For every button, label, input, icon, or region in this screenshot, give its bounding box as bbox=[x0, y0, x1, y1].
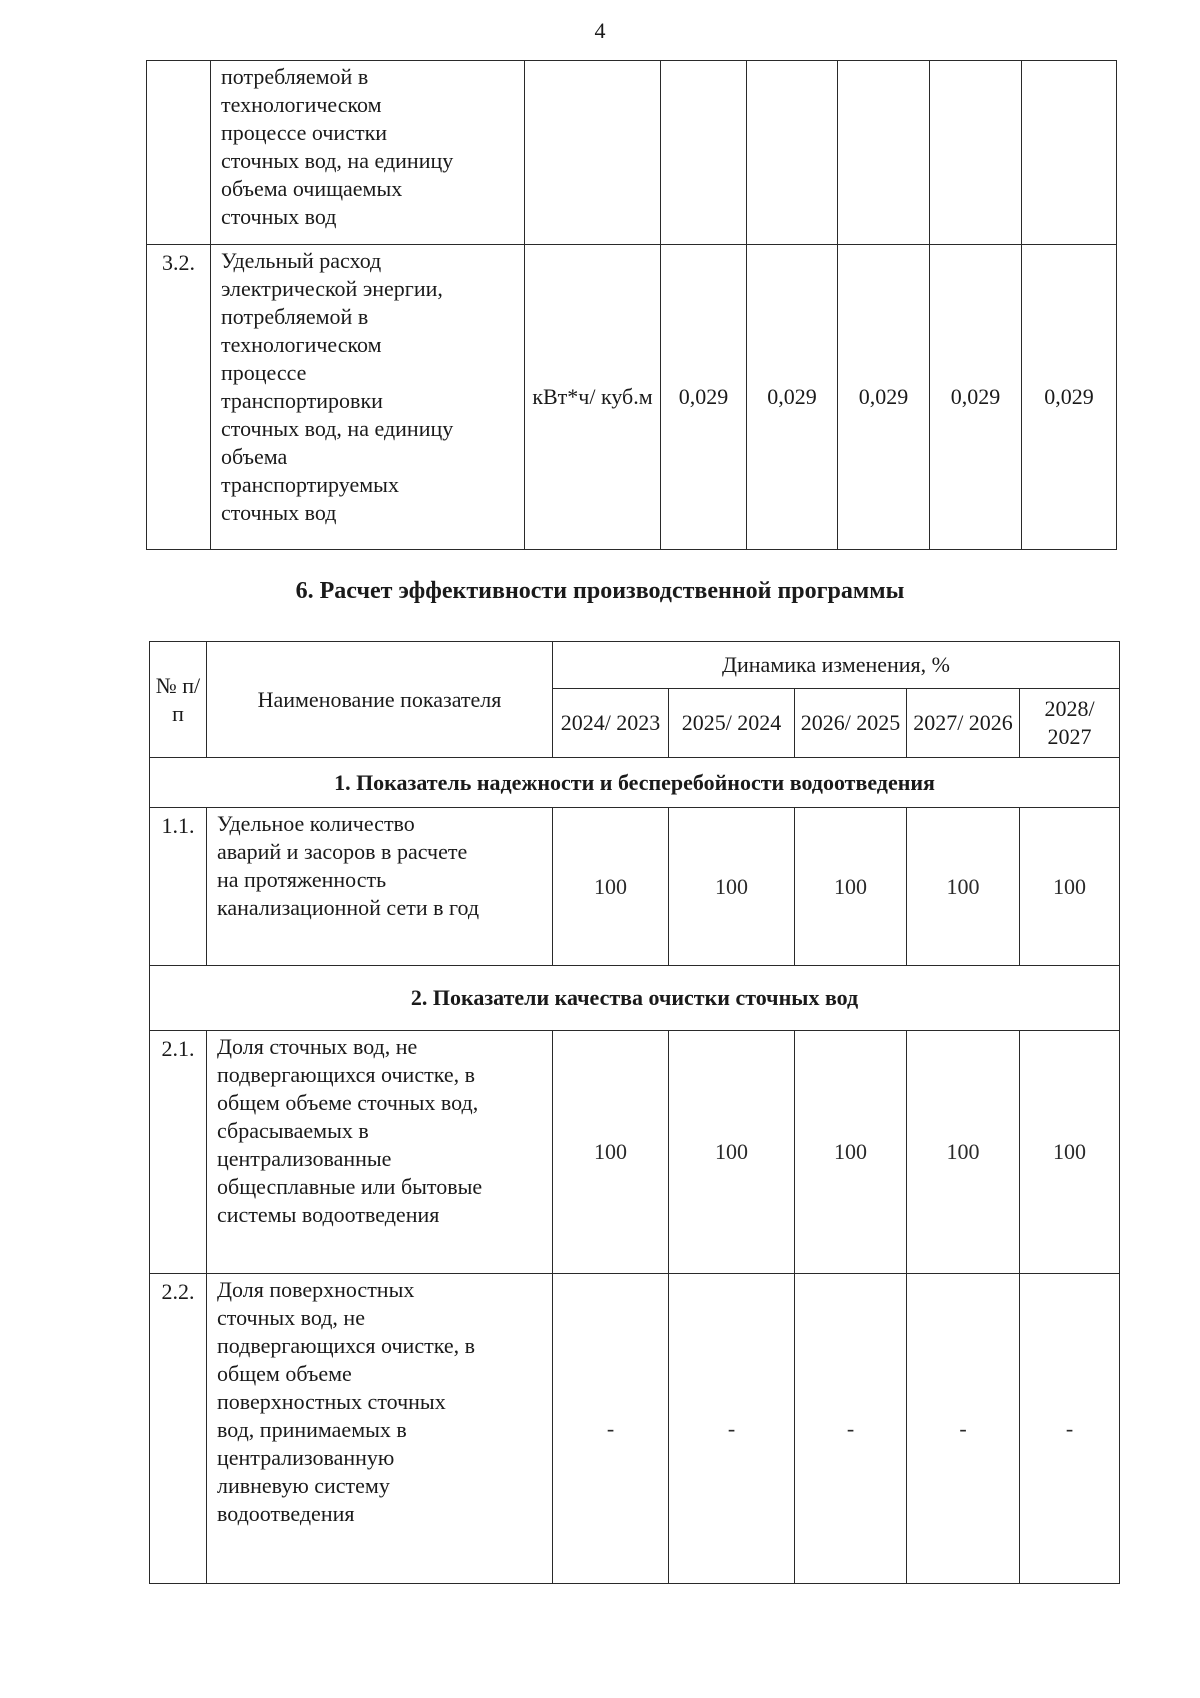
table-row bbox=[147, 245, 1117, 550]
name-line: процессе очистки bbox=[221, 120, 388, 145]
name-line: технологическом bbox=[221, 92, 382, 117]
efficiency-table bbox=[149, 641, 1120, 1584]
name-line: подвергающихся очистке, в bbox=[217, 1062, 475, 1087]
value-cell: - bbox=[669, 1274, 795, 1584]
indicator-name bbox=[207, 1274, 553, 1584]
value-cell: 100 bbox=[907, 1031, 1020, 1274]
section-heading: 6. Расчет эффективности производственной программы bbox=[295, 578, 905, 604]
value-cell: 100 bbox=[1020, 1031, 1120, 1274]
indicators-table-continued bbox=[146, 60, 1117, 550]
value-cell: 100 bbox=[669, 808, 795, 966]
name-line: объема очищаемых bbox=[221, 176, 403, 201]
table-row bbox=[150, 1031, 1120, 1274]
value-cell: 0,029 bbox=[838, 245, 930, 550]
name-line: Доля сточных вод, не bbox=[217, 1034, 418, 1059]
header-year: 2027/ 2026 bbox=[907, 689, 1020, 758]
row-number: 3.2. bbox=[147, 245, 211, 550]
name-line: транспортируемых bbox=[221, 472, 399, 497]
value-cell bbox=[930, 61, 1022, 245]
name-line: общем объеме bbox=[217, 1361, 352, 1386]
name-line: процессе bbox=[221, 360, 307, 385]
value-cell: 0,029 bbox=[930, 245, 1022, 550]
value-cell bbox=[747, 61, 838, 245]
row-number: 1.1. bbox=[150, 808, 207, 966]
name-line: Удельный расход bbox=[221, 248, 382, 273]
value-cell bbox=[661, 61, 747, 245]
value-cell: 100 bbox=[907, 808, 1020, 966]
name-line: технологическом bbox=[221, 332, 382, 357]
value-cell: 0,029 bbox=[661, 245, 747, 550]
value-cell: - bbox=[795, 1274, 907, 1584]
page-number: 4 bbox=[594, 18, 606, 43]
name-line: общесплавные или бытовые bbox=[217, 1174, 483, 1199]
value-cell: 100 bbox=[795, 1031, 907, 1274]
name-line: подвергающихся очистке, в bbox=[217, 1333, 475, 1358]
value-cell: 0,029 bbox=[1022, 245, 1117, 550]
row-number bbox=[147, 61, 211, 245]
section-title: 2. Показатели качества очистки сточных вод bbox=[150, 966, 1120, 1031]
header-row bbox=[150, 642, 1120, 689]
header-year: 2024/ 2023 bbox=[553, 689, 669, 758]
table-row bbox=[147, 61, 1117, 245]
name-line: сточных вод, на единицу bbox=[221, 416, 454, 441]
name-line: потребляемой в bbox=[221, 304, 369, 329]
value-cell: 0,029 bbox=[747, 245, 838, 550]
value-cell: 100 bbox=[795, 808, 907, 966]
table-row bbox=[150, 1274, 1120, 1584]
name-line: вод, принимаемых в bbox=[217, 1417, 407, 1442]
value-cell: 100 bbox=[669, 1031, 795, 1274]
value-cell: 100 bbox=[1020, 808, 1120, 966]
name-line: сточных вод bbox=[221, 204, 337, 229]
value-cell: - bbox=[1020, 1274, 1120, 1584]
value-cell bbox=[1022, 61, 1117, 245]
value-cell: - bbox=[553, 1274, 669, 1584]
value-cell: 100 bbox=[553, 1031, 669, 1274]
header-year: 2026/ 2025 bbox=[795, 689, 907, 758]
value-cell: 100 bbox=[553, 808, 669, 966]
name-line: на протяженность bbox=[217, 867, 387, 892]
name-line: транспортировки bbox=[221, 388, 383, 413]
header-num: № п/п bbox=[150, 642, 207, 758]
name-line: объема bbox=[221, 444, 288, 469]
name-line: поверхностных сточных bbox=[217, 1389, 446, 1414]
name-line: Доля поверхностных bbox=[217, 1277, 415, 1302]
name-line: сбрасываемых в bbox=[217, 1118, 369, 1143]
header-year: 2025/ 2024 bbox=[669, 689, 795, 758]
section-title: 1. Показатель надежности и бесперебойности водоотведения bbox=[150, 758, 1120, 808]
value-cell bbox=[838, 61, 930, 245]
name-line: централизованные bbox=[217, 1146, 392, 1171]
name-line: системы водоотведения bbox=[217, 1202, 440, 1227]
name-line: потребляемой в bbox=[221, 64, 369, 89]
table-row bbox=[150, 808, 1120, 966]
name-line: Удельное количество bbox=[217, 811, 415, 836]
indicator-name bbox=[207, 808, 553, 966]
name-line: электрической энергии, bbox=[221, 276, 443, 301]
header-year: 2028/ 2027 bbox=[1020, 689, 1120, 758]
name-line: общем объеме сточных вод, bbox=[217, 1090, 479, 1115]
unit-cell bbox=[525, 61, 661, 245]
header-dynamics: Динамика изменения, % bbox=[553, 642, 1120, 689]
row-number: 2.2. bbox=[150, 1274, 207, 1584]
indicator-name bbox=[211, 61, 525, 245]
section-row bbox=[150, 758, 1120, 808]
name-line: водоотведения bbox=[217, 1501, 355, 1526]
name-line: сточных вод bbox=[221, 500, 337, 525]
name-line: ливневую систему bbox=[217, 1473, 390, 1498]
name-line: централизованную bbox=[217, 1445, 395, 1470]
name-line: сточных вод, на единицу bbox=[221, 148, 454, 173]
name-line: сточных вод, не bbox=[217, 1305, 365, 1330]
section-row bbox=[150, 966, 1120, 1031]
row-number: 2.1. bbox=[150, 1031, 207, 1274]
value-cell: - bbox=[907, 1274, 1020, 1584]
header-name: Наименование показателя bbox=[207, 642, 553, 758]
indicator-name bbox=[207, 1031, 553, 1274]
indicator-name bbox=[211, 245, 525, 550]
name-line: канализационной сети в год bbox=[217, 895, 480, 920]
name-line: аварий и засоров в расчете bbox=[217, 839, 468, 864]
unit-cell: кВт*ч/ куб.м bbox=[525, 245, 661, 550]
